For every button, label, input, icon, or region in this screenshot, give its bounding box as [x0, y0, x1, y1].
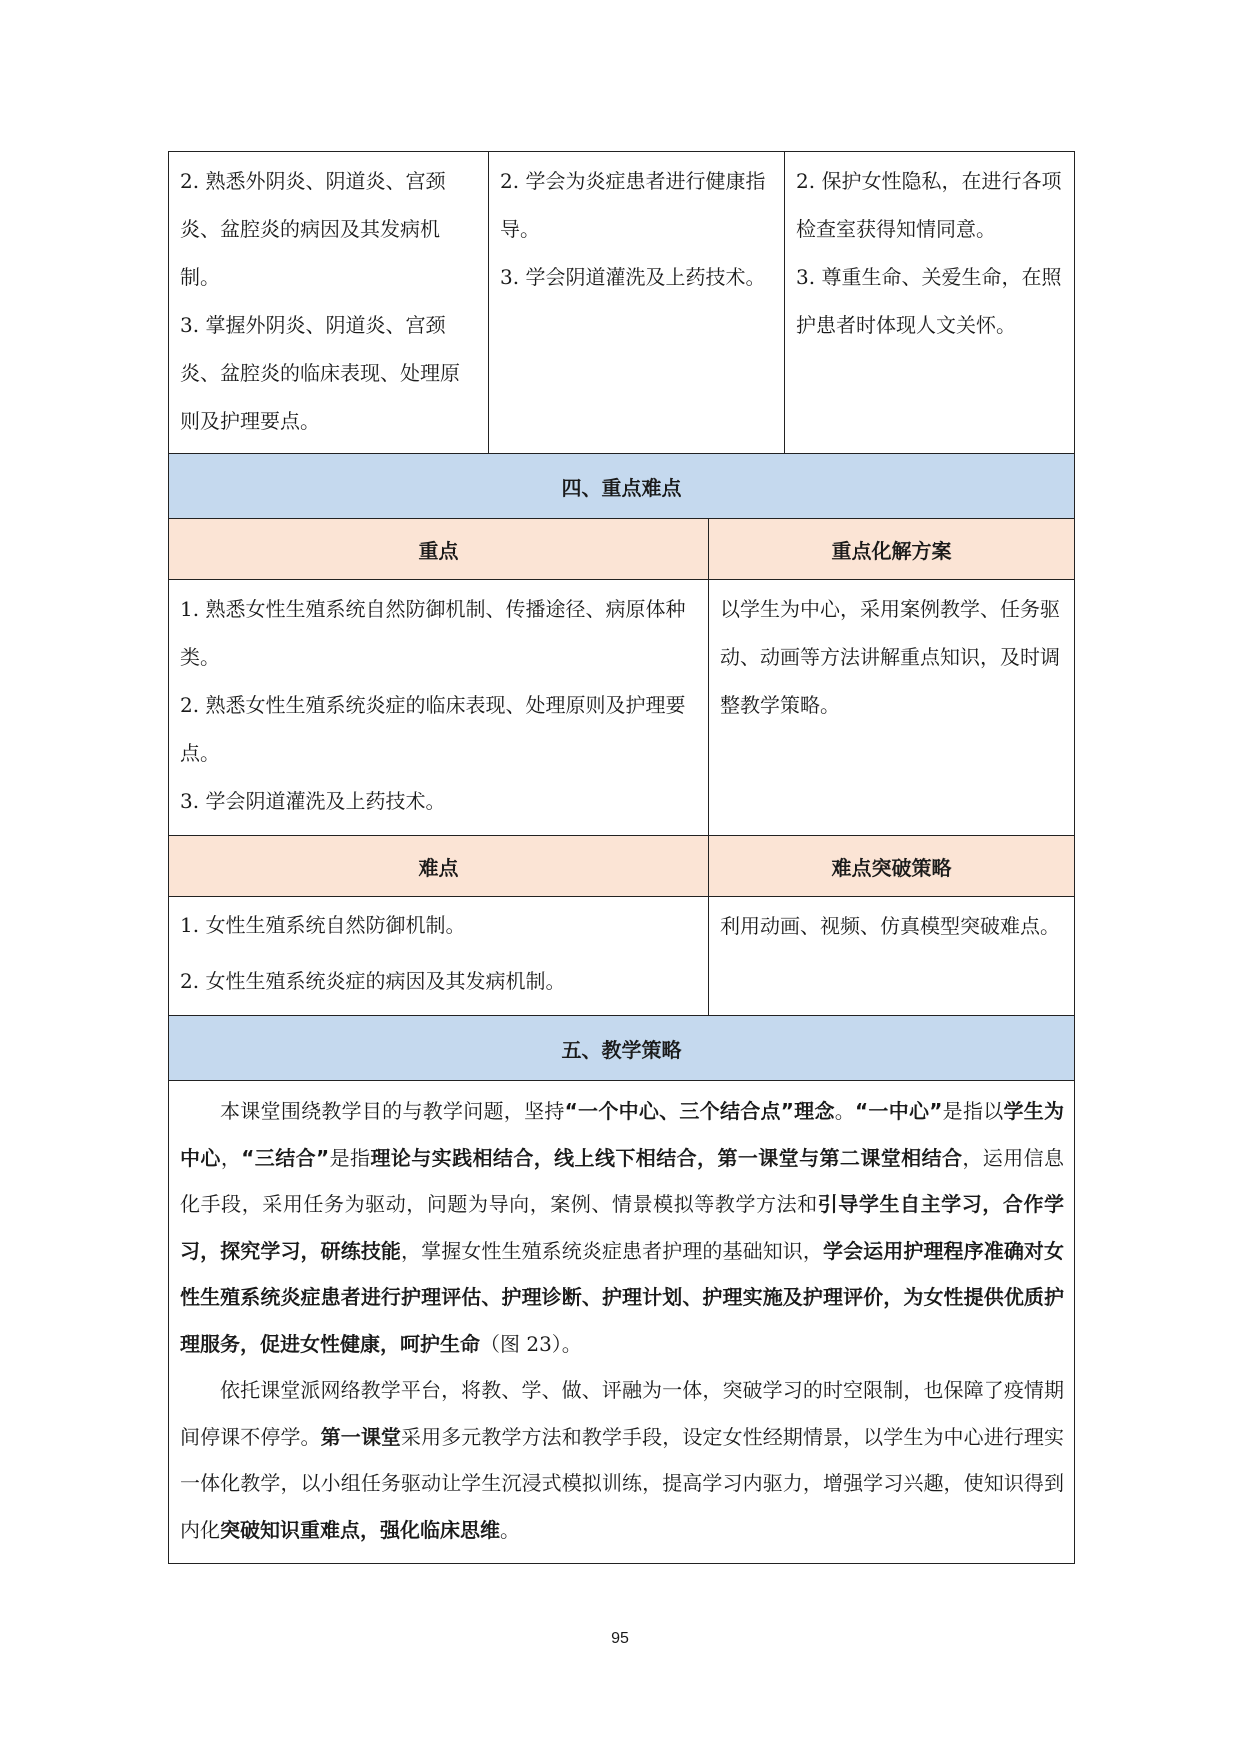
teaching-strategy-cell: [169, 1081, 1075, 1564]
strategy-emphasis: 理论与实践相结合，线上线下相结合，第一课堂与第二课堂相结合: [370, 1145, 963, 1170]
skill-objective-2: 2. 学会为炎症患者进行健康指导。: [500, 169, 766, 241]
difficult-strategy-cell: [709, 897, 1075, 1016]
strategy-text: 是指以: [942, 1099, 1004, 1123]
difficult-points-row: [169, 897, 1075, 1016]
difficult-points-cell: [169, 897, 709, 1016]
difficult-strategy-text: 利用动画、视频、仿真模型突破难点。: [720, 914, 1060, 938]
quality-objectives-cell: [785, 152, 1075, 454]
strategy-text: 是指: [329, 1145, 371, 1170]
lesson-plan-table: [168, 151, 1075, 1564]
strategy-paragraph-2: [180, 1367, 1064, 1553]
difficult-points-header-row: [169, 836, 1075, 897]
knowledge-objectives-cell: [169, 152, 489, 454]
strategy-text: 采用多元教学方法和教学手段，设定女性经期情景，以学生为中心进行理实一体化教学，以小组任务驱动让学生沉浸式模拟训练，提高学习内驱力，增强学习兴趣，使知识得到内化: [180, 1424, 1065, 1542]
strategy-text: （图 23）。: [480, 1331, 582, 1356]
strategy-emphasis: “三结合”: [241, 1145, 330, 1170]
difficult-strategy-header: 难点突破策略: [709, 836, 1075, 897]
key-solution-cell: [709, 580, 1075, 836]
difficult-point-1: 1. 女性生殖系统自然防御机制。: [180, 913, 466, 937]
strategy-paragraph-1: [180, 1088, 1064, 1367]
strategy-emphasis: 引导学生自主学习，合作学习，探究学习，研练技能: [180, 1192, 1065, 1263]
section4-title: 四、重点难点: [169, 454, 1075, 519]
strategy-text: 本课堂围绕教学目的与教学问题，坚持: [220, 1099, 565, 1123]
strategy-emphasis: “一中心”: [855, 1099, 943, 1123]
key-points-row: [169, 580, 1075, 836]
strategy-text: ，: [220, 1145, 242, 1170]
strategy-emphasis: 第一课堂: [320, 1424, 402, 1449]
key-solution-text: 以学生为中心，采用案例教学、任务驱动、动画等方法讲解重点知识，及时调整教学策略。: [720, 597, 1060, 717]
section5-title: 五、教学策略: [169, 1016, 1075, 1081]
key-points-header-row: [169, 519, 1075, 580]
strategy-text: ，运用信息化手段，采用任务为驱动，问题为导向，案例、情景模拟等教学方法和: [180, 1145, 1065, 1216]
section5-header-row: [169, 1016, 1075, 1081]
key-point-1: 1. 熟悉女性生殖系统自然防御机制、传播途径、病原体种类。: [180, 597, 686, 669]
strategy-text: ，掌握女性生殖系统炎症患者护理的基础知识，: [401, 1238, 823, 1263]
quality-objective-2: 2. 保护女性隐私，在进行各项检查室获得知情同意。: [796, 169, 1062, 241]
skill-objective-3: 3. 学会阴道灌洗及上药技术。: [500, 265, 766, 289]
key-points-header: 重点: [169, 519, 709, 580]
strategy-text: 依托课堂派网络教学平台，将教、学、做、评融为一体，突破学习的时空限制，也保障了疫情期间停课不停学。: [180, 1378, 1065, 1449]
knowledge-objective-2: 2. 熟悉外阴炎、阴道炎、宫颈炎、盆腔炎的病因及其发病机制。: [180, 169, 446, 289]
objectives-row: [169, 152, 1075, 454]
strategy-emphasis: 学会运用护理程序准确对女性生殖系统炎症患者进行护理评估、护理诊断、护理计划、护理实施及护理评价，为女性提供优质护理服务，促进女性健康，呵护生命: [180, 1238, 1065, 1356]
difficult-point-2: 2. 女性生殖系统炎症的病因及其发病机制。: [180, 969, 566, 993]
key-solution-header: 重点化解方案: [709, 519, 1075, 580]
skill-objectives-cell: [489, 152, 785, 454]
key-point-3: 3. 学会阴道灌洗及上药技术。: [180, 789, 446, 813]
strategy-text: 。: [500, 1517, 520, 1542]
section4-header-row: [169, 454, 1075, 519]
teaching-strategy-row: [169, 1081, 1075, 1564]
strategy-emphasis: 突破知识重难点，强化临床思维: [220, 1517, 500, 1542]
page-number: 95: [611, 1630, 629, 1647]
strategy-text: 。: [834, 1099, 856, 1123]
quality-objective-3: 3. 尊重生命、关爱生命，在照护患者时体现人文关怀。: [796, 265, 1062, 337]
knowledge-objective-3: 3. 掌握外阴炎、阴道炎、宫颈炎、盆腔炎的临床表现、处理原则及护理要点。: [180, 313, 460, 433]
strategy-emphasis: 学生为中心: [180, 1099, 1065, 1170]
key-points-cell: [169, 580, 709, 836]
strategy-emphasis: “一个中心、三个结合点”理念: [564, 1099, 835, 1123]
difficult-points-header: 难点: [169, 836, 709, 897]
key-point-2: 2. 熟悉女性生殖系统炎症的临床表现、处理原则及护理要点。: [180, 693, 686, 765]
